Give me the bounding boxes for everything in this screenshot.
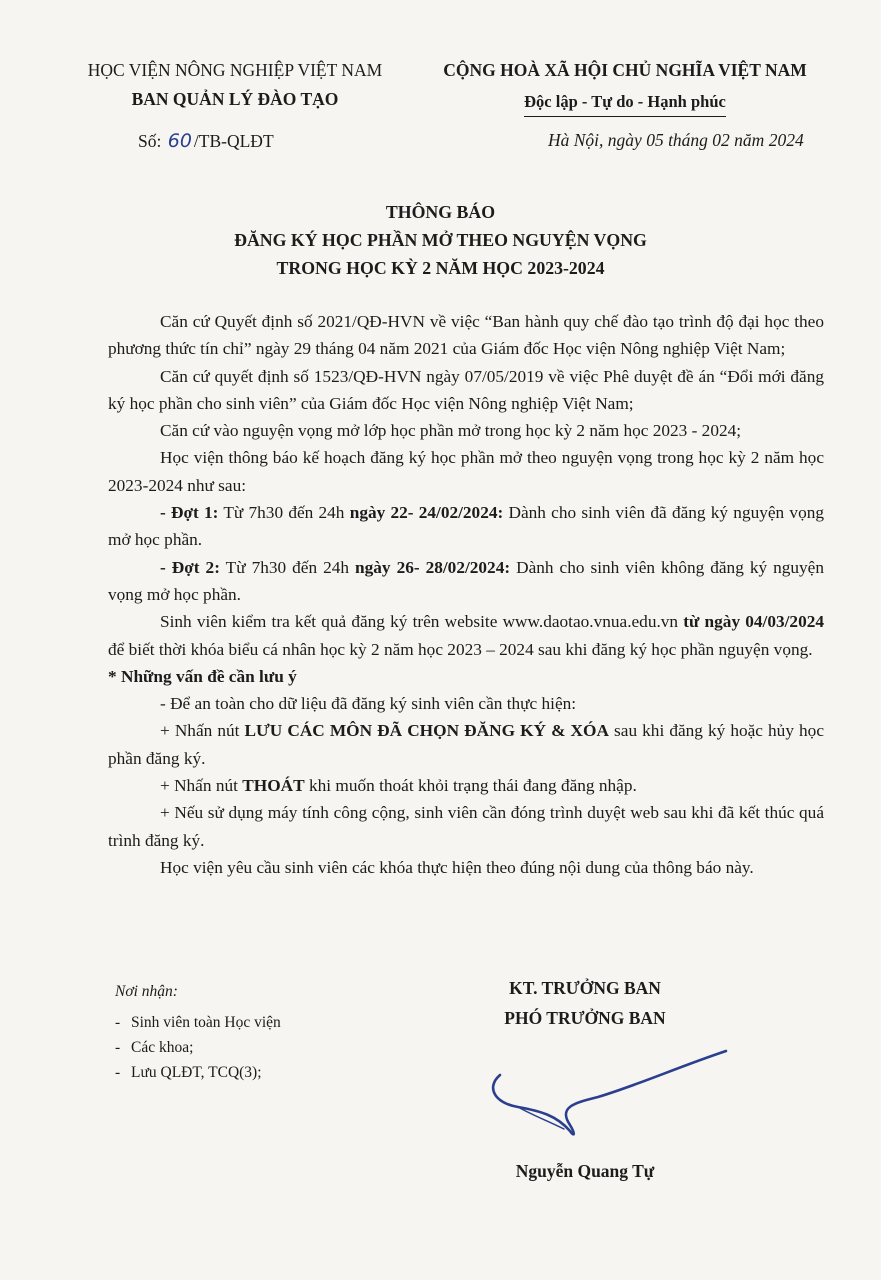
note-save-rest: sau khi đăng ký hoặc hủy học phần đăng ký. bbox=[108, 721, 824, 768]
country-name: CỘNG HOÀ XÃ HỘI CHỦ NGHĨA VIỆT NAM bbox=[443, 60, 807, 80]
note-exit-label: THOÁT bbox=[242, 776, 305, 796]
document-number bbox=[138, 130, 274, 152]
recipient-text: Các khoa; bbox=[131, 1039, 194, 1056]
signature-title-2: PHÓ TRƯỞNG BAN bbox=[504, 1008, 666, 1028]
note-exit-button bbox=[108, 772, 824, 799]
note-save-button bbox=[108, 717, 824, 772]
round-2-date: ngày 26- 28/02/2024: bbox=[355, 557, 511, 577]
signature-block bbox=[470, 973, 700, 1033]
signature-stroke bbox=[493, 1051, 726, 1134]
round-2-time: Từ 7h30 đến 24h bbox=[219, 557, 356, 577]
paragraph-legal-basis-2: Căn cứ quyết định số 1523/QĐ-HVN ngày 07/05/2019 về việc Phê duyệt đề án “Đổi mới đăng ký học phần cho sinh viên” của Giám đốc Học viện Nông nghiệp Việt Nam; bbox=[108, 366, 824, 413]
signer-name: Nguyễn Quang Tự bbox=[515, 1161, 655, 1181]
paragraph-legal-basis-1: Căn cứ Quyết định số 2021/QĐ-HVN về việc “Ban hành quy chế đào tạo trình độ đại học theo phương thức tín chỉ” ngày 29 tháng 04 năm 2021 của Giám đốc Học viện Nông nghiệp Việt Nam; bbox=[108, 312, 824, 359]
signature-title-1: KT. TRƯỞNG BAN bbox=[509, 978, 661, 998]
round-2-label: - Đợt 2: bbox=[160, 557, 220, 577]
organization-name: HỌC VIỆN NÔNG NGHIỆP VIỆT NAM bbox=[87, 60, 383, 80]
round-1-date: ngày 22- 24/02/2024: bbox=[349, 503, 504, 523]
round-2-description: Dành cho sinh viên không đăng ký nguyện vọng mở học phần. bbox=[108, 557, 824, 604]
note-exit-prefix: + Nhấn nút bbox=[160, 776, 243, 796]
recipients-list bbox=[115, 1010, 281, 1085]
paragraph-legal-basis-3: Căn cứ vào nguyện vọng mở lớp học phần mở trong học kỳ 2 năm học 2023 - 2024; bbox=[160, 421, 742, 441]
title-line-3: TRONG HỌC KỲ 2 NĂM HỌC 2023-2024 bbox=[276, 258, 605, 278]
document-body bbox=[108, 308, 824, 881]
note-save-label: LƯU CÁC MÔN ĐÃ CHỌN ĐĂNG KÝ & XÓA bbox=[244, 721, 609, 741]
header-right bbox=[410, 58, 840, 117]
header-left bbox=[60, 58, 410, 111]
round-1-time: Từ 7h30 đến 24h bbox=[218, 503, 350, 523]
recipient-item: - Các khoa; bbox=[115, 1039, 194, 1056]
national-motto: Độc lập - Tự do - Hạnh phúc bbox=[524, 91, 726, 117]
signature-stroke-detail bbox=[518, 1107, 564, 1129]
document-number-prefix: Số: bbox=[138, 131, 162, 151]
round-1-label: - Đợt 1: bbox=[160, 503, 219, 523]
round-1-description: Dành cho sinh viên đã đăng ký nguyện vọng mở học phần. bbox=[108, 503, 824, 550]
recipient-text: Sinh viên toàn Học viện bbox=[131, 1014, 281, 1031]
document-number-handwritten: 60 bbox=[167, 130, 192, 152]
check-results-date: từ ngày 04/03/2024 bbox=[683, 612, 824, 632]
closing-paragraph: Học viện yêu cầu sinh viên các khóa thực hiện theo đúng nội dung của thông báo này. bbox=[160, 857, 754, 877]
registration-round-2 bbox=[108, 554, 824, 609]
recipients-block bbox=[115, 980, 281, 1085]
handwritten-signature bbox=[478, 1045, 738, 1145]
recipient-item: - Sinh viên toàn Học viện bbox=[115, 1014, 281, 1031]
notes-heading: * Những vấn đề cần lưu ý bbox=[108, 666, 297, 686]
registration-round-1 bbox=[108, 499, 824, 554]
note-exit-rest: khi muốn thoát khỏi trạng thái đang đăng nhập. bbox=[304, 776, 637, 796]
note-save-prefix: + Nhấn nút bbox=[160, 721, 245, 741]
document-title bbox=[0, 198, 881, 282]
paragraph-announcement: Học viện thông báo kế hoạch đăng ký học phần mở theo nguyện vọng trong học kỳ 2 năm học 2023-2024 như sau: bbox=[108, 448, 824, 495]
note-intro: - Để an toàn cho dữ liệu đã đăng ký sinh viên cần thực hiện: bbox=[160, 694, 577, 714]
recipients-title: Nơi nhận: bbox=[115, 983, 178, 1000]
recipient-item: - Lưu QLĐT, TCQ(3); bbox=[115, 1064, 262, 1081]
document-number-suffix: /TB-QLĐT bbox=[193, 131, 274, 151]
title-line-2: ĐĂNG KÝ HỌC PHẦN MỞ THEO NGUYỆN VỌNG bbox=[234, 230, 647, 250]
paragraph-check-results bbox=[108, 608, 824, 663]
department-name: BAN QUẢN LÝ ĐÀO TẠO bbox=[131, 89, 339, 109]
note-public-computer: + Nếu sử dụng máy tính công cộng, sinh viên cần đóng trình duyệt web sau khi đã kết thúc quá trình đăng ký. bbox=[108, 803, 824, 850]
date-line: Hà Nội, ngày 05 tháng 02 năm 2024 bbox=[548, 130, 804, 150]
title-line-1: THÔNG BÁO bbox=[385, 202, 496, 222]
check-results-rest: để biết thời khóa biểu cá nhân học kỳ 2 năm học 2023 – 2024 sau khi đăng ký học phần nguyện vọng. bbox=[108, 639, 813, 659]
check-results-text: Sinh viên kiểm tra kết quả đăng ký trên website www.daotao.vnua.edu.vn bbox=[160, 612, 684, 632]
recipient-text: Lưu QLĐT, TCQ(3); bbox=[131, 1064, 262, 1081]
